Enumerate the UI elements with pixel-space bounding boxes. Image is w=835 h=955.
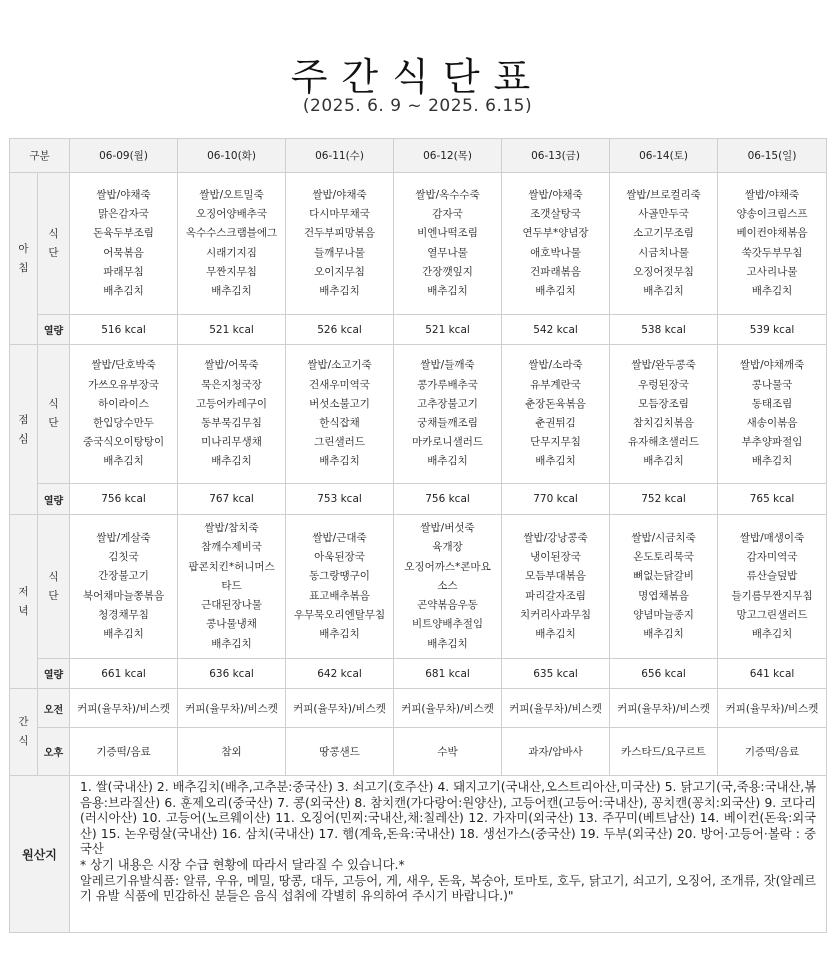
snack-item: 과자/암바사 — [528, 746, 583, 758]
menu-cell — [286, 515, 394, 659]
menu-item: 양념마늘종지 — [633, 608, 694, 621]
snack-item: 커피(율무차)/비스켓 — [617, 702, 710, 715]
menu-item: 건새우미역국 — [309, 378, 370, 391]
snack-item: 카스타드/요구르트 — [621, 746, 706, 758]
menu-item: 쌀밥/참치죽 — [204, 522, 259, 535]
calorie-cell — [610, 484, 718, 515]
vertical-label: 아침 — [18, 242, 29, 274]
menu-item: 배추김치 — [319, 627, 360, 640]
menu-item: 콩나물냉채 — [206, 618, 257, 631]
snack-item: 커피(율무차)/비스켓 — [725, 702, 819, 715]
menu-item: 쌀밥/단호박죽 — [91, 359, 156, 372]
calorie-cell — [502, 484, 610, 515]
calorie-value: 538 kcal — [641, 323, 686, 336]
menu-item: 아욱된장국 — [314, 551, 365, 564]
menu-item: 한입당수만두 — [93, 417, 154, 429]
menu-cell — [610, 345, 718, 484]
calorie-value: 765 kcal — [749, 493, 795, 505]
menu-item: 유부계란국 — [530, 378, 581, 391]
day-label: 06-11(수) — [315, 150, 364, 162]
calorie-cell — [286, 315, 394, 345]
menu-item: 쌀밥/시금치죽 — [631, 531, 696, 544]
menu-item: 고등어카레구이 — [196, 397, 268, 410]
menu-item: 망고그린샐러드 — [736, 608, 808, 621]
snack-cell — [610, 728, 718, 776]
calorie-label: 열량 — [43, 326, 64, 337]
calorie-value: 642 kcal — [317, 667, 362, 680]
menu-row-lunch — [10, 345, 827, 484]
menu-cell — [70, 345, 178, 484]
calorie-value: 539 kcal — [749, 323, 795, 336]
menu-cell — [502, 173, 610, 315]
menu-item: 비엔나떡조림 — [417, 227, 478, 240]
menu-cell — [718, 515, 827, 659]
snack-item: 참외 — [221, 746, 242, 758]
menu-item: 김칫국 — [108, 551, 139, 564]
menu-item: 배추김치 — [535, 627, 576, 640]
menu-item: 팝콘치킨*허니머스 — [188, 560, 275, 573]
date-period: (2025. 6. 9 ~ 2025. 6.15) — [302, 96, 533, 116]
menu-item: 쌀밥/야채죽 — [528, 188, 583, 201]
menu-item: 춘권튀김 — [535, 417, 576, 429]
menu-item: 배추김치 — [751, 284, 793, 297]
origin-label-cell — [10, 776, 70, 933]
calorie-value: 641 kcal — [749, 667, 795, 680]
calorie-cell — [610, 315, 718, 345]
day-label: 06-10(화) — [207, 150, 256, 162]
menu-item: 곤약볶음우동 — [417, 599, 478, 612]
section-label-breakfast — [10, 173, 38, 345]
header-row — [10, 139, 827, 173]
menu-item: 쌀밥/오트밀죽 — [199, 188, 264, 201]
menu-item: 배추김치 — [427, 284, 468, 297]
menu-item: 배추김치 — [103, 627, 144, 640]
calorie-cell — [178, 484, 286, 515]
day-label: 06-14(토) — [639, 150, 688, 162]
vertical-label: 식단 — [48, 398, 59, 429]
menu-item: 치커리사과무침 — [520, 608, 592, 621]
menu-item: 쌀밥/어묵죽 — [204, 359, 259, 372]
menu-item: 쑥갓두부무침 — [741, 246, 803, 259]
menu-item: 애호박나물 — [530, 246, 581, 259]
menu-cell — [178, 173, 286, 315]
menu-item: 배추김치 — [211, 284, 252, 297]
menu-item: 한식잡채 — [319, 417, 360, 429]
snack-item: 커피(율무차)/비스켓 — [77, 702, 170, 715]
day-header — [394, 139, 502, 173]
calorie-cell — [286, 484, 394, 515]
menu-cell — [502, 345, 610, 484]
calorie-value: 516 kcal — [101, 323, 146, 336]
day-header — [70, 139, 178, 173]
calorie-value: 753 kcal — [317, 493, 362, 505]
calorie-cell — [394, 484, 502, 515]
menu-cell — [70, 515, 178, 659]
calorie-row-lunch — [10, 484, 827, 515]
menu-item: 온도토리묵국 — [633, 551, 694, 564]
origin-row — [10, 776, 827, 933]
snack-cell — [502, 728, 610, 776]
menu-item: 모듬장조림 — [638, 397, 689, 410]
menu-item: 북어채마늘쫑볶음 — [82, 589, 165, 602]
menu-item: 간장불고기 — [98, 570, 149, 583]
menu-item: 파리갈자조림 — [525, 589, 586, 602]
menu-item: 새송이볶음 — [746, 417, 798, 429]
menu-item: 동태조림 — [751, 397, 793, 410]
menu-item: 타드 — [221, 579, 242, 592]
snack-afternoon-row — [10, 728, 827, 776]
snack-item: 커피(율무차)/비스켓 — [293, 702, 386, 715]
calorie-cell — [502, 315, 610, 345]
menu-item: 쌀밥/버섯죽 — [420, 522, 475, 535]
calorie-value: 756 kcal — [101, 493, 146, 505]
calorie-label: 열량 — [43, 670, 64, 681]
menu-item: 어묵볶음 — [103, 246, 144, 259]
origin-label: 원산지 — [22, 847, 57, 862]
day-label: 06-12(목) — [423, 150, 472, 162]
calorie-cell — [286, 659, 394, 689]
morning-label: 오전 — [43, 704, 64, 716]
calorie-value: 521 kcal — [209, 323, 254, 336]
calorie-value: 767 kcal — [209, 493, 254, 505]
snack-item: 기증떡/음료 — [96, 746, 151, 758]
snack-afternoon-label — [38, 728, 70, 776]
calorie-sublabel — [38, 659, 70, 689]
menu-item: 소고기무조림 — [633, 227, 694, 240]
menu-item: 표고배추볶음 — [309, 589, 370, 602]
menu-item: 배추김치 — [319, 455, 360, 468]
calorie-sublabel — [38, 315, 70, 345]
menu-cell — [718, 345, 827, 484]
menu-item: 중국식오이탕탕이 — [82, 436, 165, 449]
menu-item: 동부묵김무침 — [201, 417, 262, 429]
menu-item: 우렁된장국 — [638, 378, 689, 391]
day-header — [610, 139, 718, 173]
calorie-value: 636 kcal — [209, 667, 254, 680]
snack-item: 기증떡/음료 — [744, 746, 800, 758]
day-header — [178, 139, 286, 173]
menu-item: 배추김치 — [751, 455, 793, 468]
day-label: 06-15(일) — [747, 150, 797, 162]
menu-cell — [502, 515, 610, 659]
menu-item: 궁채들깨조림 — [417, 417, 478, 429]
snack-cell — [286, 728, 394, 776]
calorie-cell — [70, 315, 178, 345]
menu-item: 육개장 — [432, 541, 463, 554]
menu-item: 류산슬덮밥 — [746, 570, 798, 583]
menu-item: 가쓰오유부장국 — [88, 378, 160, 391]
afternoon-label: 오후 — [43, 748, 64, 759]
snack-item: 땅콩샌드 — [319, 746, 360, 758]
menu-item: 쌀밥/야채죽 — [312, 188, 367, 201]
snack-cell — [610, 689, 718, 728]
origin-text: 1. 쌀(국내산) 2. 배추김치(배추,고추분:중국산) 3. 쇠고기(호주산) 4. 돼지고기(국내산,오스트리아산,미국산) 5. 닭고기(국,죽용:국내산,볶음용:브라질산) 6. 훈제오리(중국산) 7. 콩(외국산) 8. 참치캔(가다랑어:원양산), 고등어캔(고등어:국내산), 꽁치캔(꽁치:외국산) 9. 코다리(러시아산) 10. 고등어(노르웨이산) 11. 오징어(민찌:국내산,채:칠레산) 12. 가자미(외국산) 13. 주꾸미(베트남산) 14. 베이컨(돈육:외국산) 15. 논우렁살(국내산) 16. 삼치(국내산) 17. 햄(계육,돈육:국내산) 18. 생선가스(중국산) 19. 두부(외국산) 20. 방어·고등어·볼락 : 중국산 — [80, 780, 817, 857]
calorie-row-breakfast — [10, 315, 827, 345]
menu-cell — [610, 515, 718, 659]
origin-cell — [70, 776, 827, 933]
menu-item: 감자국 — [432, 208, 463, 221]
menu-item: 우무묵오리엔탈무침 — [293, 608, 386, 621]
menu-item: 쌀밥/강낭콩죽 — [523, 531, 588, 544]
menu-item: 들깨무나물 — [314, 246, 365, 259]
menu-item: 유자해초샐러드 — [628, 436, 700, 449]
menu-item: 쌀밥/매생이죽 — [739, 531, 805, 544]
menu-item: 배추김치 — [751, 627, 793, 640]
menu-item: 감자미역국 — [746, 551, 798, 564]
snack-morning-row — [10, 689, 827, 728]
menu-item: 배추김치 — [211, 455, 252, 468]
day-header — [286, 139, 394, 173]
menu-item: 배추김치 — [103, 455, 144, 468]
menu-item: 시래기지짐 — [206, 246, 257, 259]
menu-item: 연두부*양념장 — [522, 227, 589, 240]
menu-item: 춘장돈육볶음 — [525, 397, 586, 410]
menu-item: 부추양파절임 — [741, 436, 803, 449]
snack-morning-label — [38, 689, 70, 728]
menu-item: 배추김치 — [319, 284, 360, 297]
menu-item: 오이지무침 — [314, 265, 365, 278]
calorie-value: 521 kcal — [425, 323, 470, 336]
menu-item: 쌀밥/야채깨죽 — [739, 359, 805, 372]
snack-cell — [70, 689, 178, 728]
menu-cell — [718, 173, 827, 315]
snack-cell — [286, 689, 394, 728]
menu-item: 쌀밥/완두콩죽 — [631, 359, 696, 372]
menu-item: 들기름무짠지무침 — [731, 589, 813, 602]
menu-item: 냉이된장국 — [530, 551, 581, 564]
calorie-value: 656 kcal — [641, 667, 686, 680]
menu-item: 참치김치볶음 — [633, 417, 694, 429]
menu-item: 사골만두국 — [638, 208, 689, 221]
menu-cell — [286, 345, 394, 484]
section-label-lunch — [10, 345, 38, 515]
snack-item: 수박 — [437, 746, 458, 758]
menu-item: 건두부피망볶음 — [304, 227, 376, 240]
menu-item: 배추김치 — [427, 455, 468, 468]
menu-item: 묵은지청국장 — [201, 378, 262, 391]
calorie-cell — [502, 659, 610, 689]
menu-item: 배추김치 — [211, 637, 252, 650]
calorie-cell — [70, 659, 178, 689]
menu-item: 건파래볶음 — [530, 265, 581, 278]
allergy-text: 알레르기유발식품: 알류, 우유, 메밀, 땅콩, 대두, 고등어, 게, 새우, 돈육, 복숭아, 토마토, 호두, 닭고기, 쇠고기, 오징어, 조개류, 잣(알레르기 유발 식품에 민감하신 분들은 음식 섭취에 각별히 유의하여 주시기 바랍니다.)" — [80, 873, 817, 904]
page-title: 주간식단표 — [290, 55, 545, 99]
menu-cell — [178, 345, 286, 484]
calorie-cell — [394, 659, 502, 689]
menu-row-breakfast — [10, 173, 827, 315]
menu-item: 모듬부대볶음 — [525, 570, 586, 583]
menu-sublabel — [38, 173, 70, 315]
menu-row-dinner — [10, 515, 827, 659]
calorie-value: 526 kcal — [317, 323, 362, 336]
snack-cell — [718, 728, 827, 776]
menu-item: 조갯살탕국 — [530, 208, 581, 221]
calorie-label: 열량 — [43, 495, 64, 507]
menu-item: 쌀밥/들깨죽 — [420, 359, 475, 372]
menu-item: 고사리나물 — [746, 265, 798, 278]
vertical-label: 저녁 — [18, 585, 29, 617]
menu-item: 소스 — [437, 579, 458, 592]
menu-item: 배추김치 — [103, 284, 144, 297]
vertical-label: 점심 — [18, 413, 29, 445]
vertical-label: 간식 — [18, 716, 29, 747]
menu-cell — [610, 173, 718, 315]
menu-cell — [394, 345, 502, 484]
menu-item: 비트양배추절임 — [412, 618, 484, 631]
menu-cell — [178, 515, 286, 659]
calorie-cell — [718, 315, 827, 345]
calorie-cell — [718, 659, 827, 689]
day-label: 06-09(월) — [99, 150, 148, 162]
snack-cell — [178, 689, 286, 728]
menu-item: 맑은감자국 — [98, 208, 149, 221]
snack-cell — [178, 728, 286, 776]
calorie-row-dinner — [10, 659, 827, 689]
calorie-cell — [718, 484, 827, 515]
calorie-value: 770 kcal — [533, 493, 578, 505]
calorie-value: 661 kcal — [101, 667, 146, 680]
snack-cell — [394, 689, 502, 728]
menu-item: 양송이크림스프 — [736, 208, 808, 221]
calorie-value: 756 kcal — [425, 493, 470, 505]
menu-item: 콩가루배추국 — [417, 378, 478, 391]
menu-item: 쌀밥/소고기죽 — [307, 359, 372, 372]
menu-item: 근대된장나물 — [201, 599, 262, 612]
menu-item: 하이라이스 — [98, 397, 149, 410]
menu-item: 배추김치 — [535, 455, 576, 468]
snack-cell — [502, 689, 610, 728]
menu-item: 콩나물국 — [751, 378, 793, 391]
calorie-sublabel — [38, 484, 70, 515]
menu-item: 배추김치 — [643, 455, 684, 468]
weekly-menu-table — [9, 138, 827, 933]
menu-item: 돈육두부조림 — [93, 227, 154, 240]
day-header — [502, 139, 610, 173]
menu-item: 쌀밥/옥수수죽 — [415, 188, 480, 201]
menu-item: 배추김치 — [535, 284, 576, 297]
menu-item: 쌀밥/야채죽 — [96, 188, 151, 201]
category-header — [10, 139, 70, 173]
calorie-value: 752 kcal — [641, 493, 686, 505]
menu-item: 오징어양배추국 — [196, 208, 268, 221]
calorie-value: 635 kcal — [533, 667, 578, 680]
vertical-label: 식단 — [48, 570, 59, 602]
menu-item: 열무나물 — [427, 246, 468, 259]
menu-item: 오징어젓무침 — [633, 265, 694, 278]
day-header — [718, 139, 827, 173]
snack-item: 커피(율무차)/비스켓 — [185, 702, 278, 715]
menu-item: 간장깻잎지 — [422, 265, 473, 278]
menu-item: 쌀밥/브로컬리죽 — [626, 188, 701, 201]
calorie-cell — [70, 484, 178, 515]
category-label: 구분 — [29, 150, 50, 162]
menu-item: 마카로니샐러드 — [412, 436, 484, 449]
calorie-cell — [178, 659, 286, 689]
menu-item: 고추장불고기 — [417, 397, 478, 410]
snack-cell — [70, 728, 178, 776]
menu-item: 미나리무생채 — [201, 436, 262, 449]
calorie-value: 681 kcal — [425, 667, 470, 680]
menu-item: 파래무침 — [103, 265, 144, 278]
menu-item: 그린샐러드 — [314, 436, 365, 449]
menu-item: 청경채무침 — [98, 608, 149, 621]
menu-item: 시금치나물 — [638, 246, 689, 259]
menu-item: 참깨수제비국 — [201, 541, 262, 554]
menu-cell — [394, 515, 502, 659]
calorie-cell — [394, 315, 502, 345]
section-label-dinner — [10, 515, 38, 689]
menu-item: 쌀밥/게살죽 — [96, 531, 151, 544]
menu-item: 쌀밥/소라죽 — [528, 359, 583, 372]
menu-item: 베이컨야채볶음 — [736, 227, 808, 240]
menu-item: 배추김치 — [643, 284, 684, 297]
menu-item: 배추김치 — [643, 627, 684, 640]
snack-cell — [394, 728, 502, 776]
notice-text: * 상기 내용은 시장 수급 현황에 따라서 달라질 수 있습니다.* — [80, 857, 405, 872]
menu-item: 무짠지무침 — [206, 265, 257, 278]
menu-item: 오징어까스*콘마요 — [404, 560, 491, 573]
menu-item: 쌀밥/야채죽 — [744, 188, 800, 201]
menu-item: 배추김치 — [427, 637, 468, 650]
menu-item: 단무지무침 — [530, 436, 581, 449]
calorie-cell — [610, 659, 718, 689]
snack-item: 커피(율무차)/비스켓 — [509, 702, 602, 715]
menu-item: 명엽채볶음 — [638, 589, 689, 602]
calorie-cell — [178, 315, 286, 345]
menu-item: 다시마무채국 — [309, 208, 370, 221]
menu-item: 버섯소불고기 — [309, 397, 370, 410]
calorie-value: 542 kcal — [533, 323, 578, 336]
menu-item: 동그랑땡구이 — [309, 570, 370, 583]
menu-item: 쌀밥/근대죽 — [312, 531, 367, 544]
section-label-snack — [10, 689, 38, 776]
menu-item: 뼈없는닭갈비 — [633, 570, 694, 583]
snack-item: 커피(율무차)/비스켓 — [401, 702, 494, 715]
menu-cell — [70, 173, 178, 315]
menu-sublabel — [38, 345, 70, 484]
vertical-label: 식단 — [48, 227, 59, 259]
menu-sublabel — [38, 515, 70, 659]
menu-item: 옥수수스크램블에그 — [185, 227, 278, 240]
snack-cell — [718, 689, 827, 728]
menu-cell — [394, 173, 502, 315]
menu-cell — [286, 173, 394, 315]
day-label: 06-13(금) — [531, 150, 580, 162]
